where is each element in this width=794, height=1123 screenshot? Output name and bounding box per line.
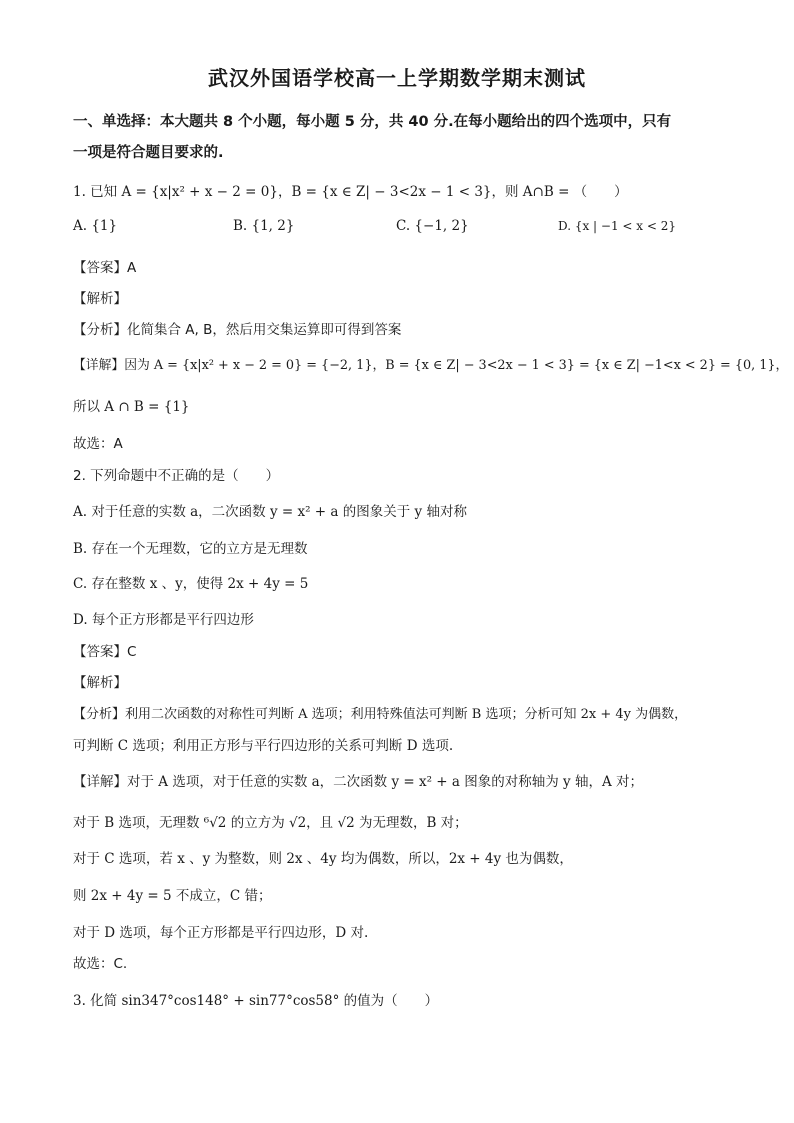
q2-option-a: A. 对于任意的实数 a，二次函数 y = x² + a 的图象关于 y 轴对称: [73, 504, 467, 520]
q1-option-a: A. {1}: [73, 218, 118, 234]
section-header-line2: 一项是符合题目要求的.: [73, 145, 224, 161]
q2-choose: 故选：C.: [73, 956, 128, 972]
q1-stem: 1. 已知 A = {x|x² + x − 2 = 0}，B = {x ∈ Z| − 3<2x − 1 < 3}，则 A∩B = （ ）: [73, 184, 628, 200]
q1-choose: 故选：A: [73, 436, 123, 452]
q1-option-c: C. {−1, 2}: [396, 218, 469, 234]
q2-detail-line5: 对于 D 选项，每个正方形都是平行四边形，D 对.: [73, 925, 369, 941]
q2-detail-line3: 对于 C 选项，若 x 、y 为整数，则 2x 、4y 均为偶数，所以，2x + 4y 也为偶数，: [73, 851, 573, 867]
q2-detail-line4: 则 2x + 4y = 5 不成立，C 错；: [73, 888, 272, 904]
section-header-line1: 一、单选择：本大题共 8 个小题，每小题 5 分，共 40 分.在每小题给出的四个选项中，只有: [73, 114, 672, 130]
q3-stem: 3. 化简 sin347°cos148° + sin77°cos58° 的值为（ ）: [73, 993, 439, 1009]
q2-option-b: B. 存在一个无理数，它的立方是无理数: [73, 541, 308, 557]
q2-analysis-line2: 可判断 C 选项；利用正方形与平行四边形的关系可判断 D 选项.: [73, 738, 454, 754]
q1-detail-line2: 所以 A ∩ B = {1}: [73, 399, 190, 415]
q1-option-b: B. {1, 2}: [233, 218, 295, 234]
q2-analysis-heading: 【解析】: [73, 675, 127, 691]
document-title: 武汉外国语学校高一上学期数学期末测试: [208, 66, 586, 90]
q1-option-d: D. {x | −1 < x < 2}: [558, 219, 676, 233]
q2-stem: 2. 下列命题中不正确的是（ ）: [73, 468, 280, 484]
q1-analysis-heading: 【解析】: [73, 291, 127, 307]
q2-detail-line1: 【详解】对于 A 选项，对于任意的实数 a，二次函数 y = x² + a 图象的对称轴为 y 轴，A 对；: [73, 774, 643, 790]
q2-option-d: D. 每个正方形都是平行四边形: [73, 612, 254, 628]
q2-option-c: C. 存在整数 x 、y，使得 2x + 4y = 5: [73, 576, 309, 592]
q1-answer: 【答案】A: [73, 260, 137, 276]
q2-analysis-line1: 【分析】利用二次函数的对称性可判断 A 选项；利用特殊值法可判断 B 选项；分析可知 2x + 4y 为偶数，: [73, 707, 688, 722]
q1-analysis: 【分析】化简集合 A, B，然后用交集运算即可得到答案: [73, 322, 402, 338]
q1-detail-line1: 【详解】因为 A = {x|x² + x − 2 = 0} = {−2, 1}，B = {x ∈ Z| − 3<2x − 1 < 3} = {x ∈ Z| −1<x < 2} = {0, 1}，: [73, 358, 789, 373]
q2-answer: 【答案】C: [73, 644, 137, 660]
q2-detail-line2: 对于 B 选项，无理数 ⁶√2 的立方为 √2，且 √2 为无理数，B 对；: [73, 815, 468, 831]
